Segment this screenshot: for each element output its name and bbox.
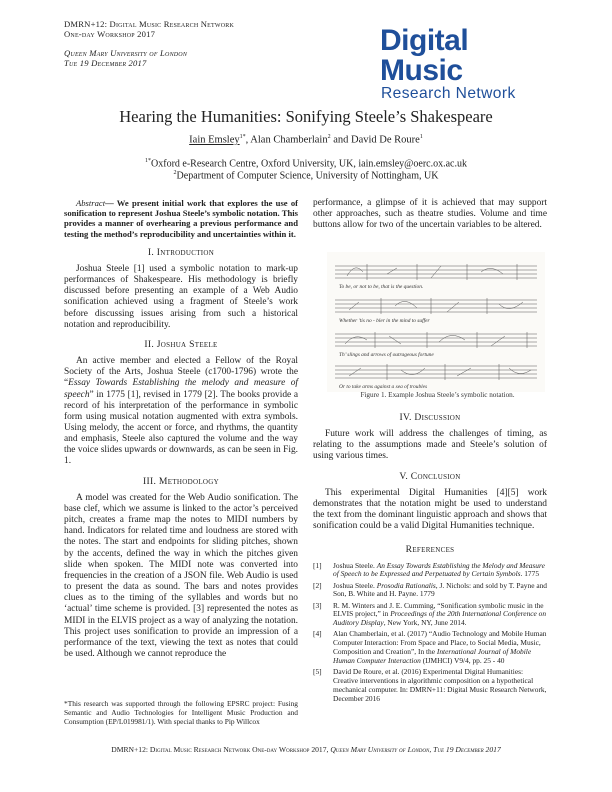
discussion-paragraph: Future work will address the challenges of timing, as relating to the assumptions made and Steele’s solution of using various times. — [313, 429, 547, 462]
page-footer — [0, 745, 612, 754]
reference-number: [5] — [313, 667, 322, 677]
affiliation-2-text: Department of Computer Science, University of Nottingham, UK — [176, 170, 439, 182]
reference-item — [313, 582, 547, 600]
section-joshua-steele-heading: II. Joshua Steele — [144, 338, 218, 350]
left-column — [64, 198, 298, 660]
right-column-bottom — [313, 404, 547, 706]
reference-text-pre: Joshua Steele. — [333, 560, 377, 570]
reference-text-post: . 1775 — [520, 569, 540, 579]
abstract-text: — We present initial work that explores the use of sonification to represent Joshua Steele’s symbolic notation. This provides a manner of overhearing a previous performance and testing the method’s reproducibility and uncertainties within it. — [64, 198, 298, 239]
notation-lyrics-3: Th’ slings and arrows of outrageous fortune — [339, 352, 434, 358]
abstract — [64, 198, 298, 239]
author-sep-1: , — [245, 134, 251, 146]
reference-text-pre: R. M. Winters and J. E. Cumming, “Sonification symbolic music in the ELVIS project,” in — [333, 600, 544, 619]
section-conclusion-heading: V. Conclusion — [399, 470, 461, 482]
figure-steele-notation — [327, 252, 545, 392]
reference-title: An Essay Towards Establishing the Melody and Measure of Speech to be Expressed and Perpetuated by Certain Symbols — [333, 560, 545, 579]
footnote: *This research was supported through the following EPSRC project: Fusing Semantic and Audio Technologies for Intelligent Music Production and Consumption (EP/L019981/1). With special thanks to Pip Willcox — [64, 699, 298, 726]
steele-text-a: An active member and elected a Fellow of the Royal Society of the Arts, Joshua Steele (c1700-1796) wrote the “ — [64, 356, 298, 389]
logo-line1: Digital Music — [380, 24, 469, 87]
affiliation-1 — [0, 158, 612, 169]
header-university: Queen Mary University of London — [64, 48, 188, 58]
author-2: Alan Chamberlain — [250, 134, 328, 146]
references-list — [313, 562, 547, 704]
conclusion-paragraph: This experimental Digital Humanities [4][5] work demonstrates that the notation might be used to understand the text from the dominant linguistic approach and shows that sonification could be a valid Digital Humanities technique. — [313, 487, 547, 532]
reference-title: Proceedings of the 20th International Conference on Auditory Display — [333, 609, 547, 628]
workshop-header — [64, 19, 234, 68]
reference-text-post: (IJMHCI) V9/4, pp. 25 - 40 — [420, 656, 505, 666]
right-column-top — [313, 198, 547, 231]
author-list — [0, 134, 612, 146]
introduction-paragraph: Joshua Steele [1] used a symbolic notation to mark-up performances of Shakespeare. His methodology is briefly discussed before presenting an example of a Web Audio sonification achieved using a fragment of Steele’s work before discussing issues arising from such a historical notation and reproducibility. — [64, 263, 298, 330]
reference-item — [313, 562, 547, 580]
reference-text-post: , New York, NY, June 2014. — [383, 618, 467, 628]
author-1-sup: 1* — [239, 134, 246, 140]
steele-essay-title: Essay Towards Establishing the melody and measure of speech — [64, 378, 298, 400]
author-3-sup: 1 — [419, 134, 423, 140]
figure-caption: Figure 1. Example Joshua Steele’s symbolic notation. — [360, 391, 515, 399]
author-1: Iain Emsley — [189, 134, 240, 146]
references-heading: References — [405, 544, 455, 556]
logo-line2: Research Network — [381, 85, 516, 102]
methodology-continuation: performance, a glimpse of it is achieved that may support other approaches, such as theatre studies. Volume and time buttons allow for two of the uncertain variables to be altered. — [313, 198, 547, 231]
reference-text — [333, 562, 547, 580]
steele-text-b: ” in 1775 [1], revised in 1779 [2]. The books provide a record of his interpretation of the performance in symbolic form using musical notation augmented with extra symbols. Using melody, the accent or force, and rhythms, the quantity and emphasis, Steele also captured the volume and the way the voice slides upwards or downwards, as can be seen in Fig. 1. — [64, 389, 298, 467]
reference-title: International Journal of Mobile Human Computer Interaction — [333, 647, 532, 666]
reference-number: [3] — [313, 600, 322, 610]
reference-text — [333, 668, 547, 704]
steele-paragraph — [64, 356, 298, 468]
reference-number: [2] — [313, 580, 322, 590]
author-2-sup: 2 — [327, 134, 331, 140]
reference-item — [313, 668, 547, 704]
abstract-label: Abstract — [76, 198, 106, 208]
reference-text-pre: David De Roure, et al. (2016) Experimental Digital Humanities: Creative interventions in algorithmic composition on a hypothetical mechanical computer. In: DMRN+11: Digital Music Research Network, December 2016 — [333, 667, 547, 703]
notation-lyrics-1: To be, or not to be, that is the question. — [339, 284, 424, 290]
affiliation-2 — [0, 170, 612, 181]
reference-text-pre: Alan Chamberlain, et al. (2017) “Audio Technology and Mobile Human Computer Interaction: From Space and Place, to Social Media, Music, Composition and Creation”, In the — [333, 629, 547, 657]
notation-lyrics-2: Whether ’tis no - bler in the mind to suffer — [339, 318, 430, 324]
reference-item — [313, 630, 547, 666]
footer-network: DMRN+12: Digital Music Research Network One-day Workshop 2017 — [111, 745, 327, 754]
author-3: David De Roure — [351, 134, 420, 146]
header-network: DMRN+12: Digital Music Research Network — [64, 19, 234, 29]
affiliation-2-sup: 2 — [173, 170, 177, 176]
dmrn-logo — [380, 26, 550, 102]
header-workshop: One-day Workshop 2017 — [64, 29, 156, 39]
header-date: Tue 19 December 2017 — [64, 58, 147, 68]
reference-text — [333, 602, 547, 629]
reference-item — [313, 602, 547, 629]
affiliation-1-text: Oxford e-Research Centre, Oxford University, UK, iain.emsley@oerc.ox.ac.uk — [151, 158, 467, 170]
affiliation-1-sup: 1* — [145, 158, 152, 164]
footer-venue: Queen Mary University of London, Tue 19 December 2017 — [330, 745, 501, 754]
author-sep-2: and — [330, 134, 351, 146]
notation-lyrics-4: Or to take arms against a sea of troubles — [339, 384, 428, 390]
section-methodology-heading: III. Methodology — [143, 475, 219, 487]
reference-text-post: , J. Nichols: and sold by T. Payne and Son, B. White and H. Payne. 1779 — [333, 580, 547, 599]
reference-text-pre: Joshua Steele. — [333, 580, 377, 590]
reference-text — [333, 582, 547, 600]
section-discussion-heading: IV. Discussion — [399, 412, 461, 423]
methodology-paragraph: A model was created for the Web Audio sonification. The base clef, which we assume is linked to the actor’s perceived pitch, creates a frame map the notes to MIDI numbers by hand. Indicators for related time and loudness are stored with the notes. The start and endpoints for sliding pitches, shown by the accents, defined the way in which the pitches given slide when spoken. The MIDI note was converted into frequencies in the creation of a JSON file. Web Audio is used to present the data as sound. The bars and notes provides clues as to the timing of the syllables and words but no ‘actual’ time scheme is provided. [3] represented the notes as MIDI in the ELVIS project as a way of analyzing the notation. This project uses sonification to provide an impression of a performance of the text, viewing the text as notes that could be used. Although we cannot reproduce the — [64, 492, 298, 659]
reference-title: Prosodia Rationalis — [376, 580, 436, 590]
reference-number: [4] — [313, 629, 322, 639]
section-introduction-heading: I. Introduction — [147, 246, 215, 258]
reference-text — [333, 630, 547, 666]
footer-sep: , — [326, 745, 331, 754]
paper-title: Hearing the Humanities: Sonifying Steele’s Shakespeare — [119, 107, 493, 126]
reference-number: [1] — [313, 560, 322, 570]
